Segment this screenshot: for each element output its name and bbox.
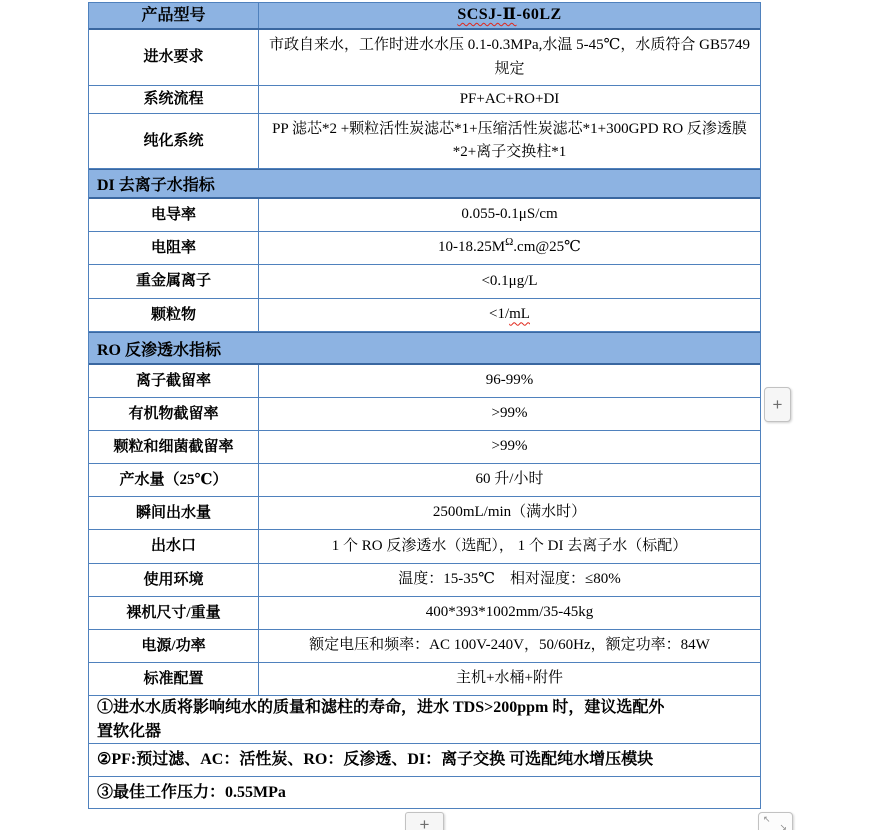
note-text: ②PF:预过滤、AC：活性炭、RO：反渗透、DI：离子交换 可选配纯水增压模块 [97, 751, 654, 769]
row-value-cell[interactable] [259, 630, 760, 662]
row-label: 标准配置 [143, 670, 204, 687]
resize-se-icon: ↘ [779, 823, 787, 830]
row-label-cell[interactable] [89, 630, 259, 662]
row-label-cell[interactable] [89, 564, 259, 596]
row-label-cell[interactable] [89, 265, 259, 298]
row-value: 96-99% [485, 372, 534, 389]
model-misspelled-text: SCSJ-Ⅱ [457, 6, 517, 24]
row-value: >99% [491, 405, 528, 422]
row-label-cell[interactable] [89, 232, 259, 264]
table-row [89, 597, 760, 630]
table-row [89, 398, 760, 431]
row-value-cell[interactable] [259, 30, 760, 85]
table-row [89, 464, 760, 497]
row-value-cell[interactable] [259, 114, 760, 168]
row-label: 纯化系统 [143, 132, 204, 149]
row-value: 60 升/小时 [475, 471, 544, 488]
row-label-cell[interactable] [89, 464, 259, 496]
add-column-button[interactable] [764, 387, 791, 422]
table-row [89, 114, 760, 169]
row-value: 温度：15-35℃ 相对湿度：≤80% [398, 571, 621, 588]
row-label-cell[interactable] [89, 365, 259, 397]
row-value: $10-18.25M^\Omega.cm@25℃$ [438, 236, 581, 256]
row-label-cell[interactable] [89, 86, 259, 113]
row-value-cell[interactable] [259, 398, 760, 430]
row-value-cell[interactable] [259, 597, 760, 629]
header-model-cell[interactable] [259, 3, 760, 28]
header-label: 产品型号 [141, 6, 206, 24]
table-row [89, 564, 760, 597]
table-row [89, 663, 760, 696]
row-value-cell[interactable] [259, 365, 760, 397]
row-label: 重金属离子 [135, 273, 211, 290]
row-value: <1/mL [489, 306, 530, 323]
table-resize-handle[interactable] [758, 812, 793, 830]
row-label: 电阻率 [150, 239, 196, 256]
row-value-cell[interactable] [259, 199, 760, 231]
row-value-cell[interactable] [259, 564, 760, 596]
table-row [89, 530, 760, 564]
row-value: 1 个 RO 反渗透水（选配）， 1 个 DI 去离子水（标配） [331, 537, 688, 554]
row-label-cell[interactable] [89, 30, 259, 85]
row-value-cell[interactable] [259, 431, 760, 463]
row-value-cell[interactable] [259, 299, 760, 331]
ohm-superscript: Ω [505, 236, 514, 249]
row-value: 400*393*1002mm/35-45kg [425, 604, 594, 621]
table-row [89, 86, 760, 114]
row-label-cell[interactable] [89, 597, 259, 629]
table-row [89, 265, 760, 299]
row-label: 使用环境 [143, 571, 204, 588]
table-row [89, 30, 760, 86]
add-row-button[interactable] [405, 812, 444, 830]
row-label-cell[interactable] [89, 663, 259, 695]
note-text: ③最佳工作压力：0.55MPa [97, 783, 286, 801]
row-label-cell[interactable] [89, 431, 259, 463]
table-row [89, 365, 760, 398]
row-value: 2500mL/min（满水时） [432, 504, 587, 521]
row-value-cell[interactable] [259, 232, 760, 264]
section-row-ro[interactable] [89, 332, 760, 365]
table-row [89, 199, 760, 232]
table-row [89, 232, 760, 265]
row-value: 额定电压和频率：AC 100V-240V，50/60Hz，额定功率：84W [309, 637, 710, 654]
row-value: 0.055-0.1μS/cm [461, 206, 558, 223]
note-text: ①进水水质将影响纯水的质量和滤柱的寿命，进水 TDS>200ppm 时，建议选配外置软化器 [97, 699, 665, 740]
row-value: >99% [491, 438, 528, 455]
note-row[interactable] [89, 777, 760, 808]
plus-icon: + [772, 394, 783, 414]
row-label-cell[interactable] [89, 299, 259, 331]
note-row[interactable] [89, 744, 760, 777]
row-value: 主机+水桶+附件 [456, 670, 563, 687]
row-label-cell[interactable] [89, 114, 259, 168]
note-row[interactable] [89, 696, 760, 744]
row-label: 瞬间出水量 [135, 504, 211, 521]
row-label: 有机物截留率 [128, 405, 219, 422]
header-label-cell[interactable] [89, 3, 259, 28]
row-value: 市政自来水，工作时进水水压 0.1-0.3MPa,水温 5-45℃，水质符合 GB5749 规定 [269, 37, 750, 77]
plus-icon: + [419, 815, 430, 830]
section-title: RO 反渗透水指标 [97, 341, 222, 359]
row-value-cell[interactable] [259, 497, 760, 529]
section-title: DI 去离子水指标 [97, 177, 215, 194]
spec-table [88, 2, 761, 809]
row-label: 电源/功率 [141, 637, 206, 654]
row-label: 进水要求 [143, 49, 204, 66]
row-label-cell[interactable] [89, 497, 259, 529]
section-row-di[interactable] [89, 169, 760, 199]
row-label: 系统流程 [143, 91, 204, 108]
table-row [89, 497, 760, 530]
row-value-cell[interactable] [259, 86, 760, 113]
resize-nw-icon: ↖ [763, 815, 771, 825]
row-label-cell[interactable] [89, 199, 259, 231]
model-rest-text: -60LZ [516, 6, 562, 24]
table-header-row [89, 3, 760, 30]
row-value: <0.1μg/L [481, 272, 538, 289]
row-label: 裸机尺寸/重量 [126, 604, 221, 621]
row-label: 颗粒和细菌截留率 [113, 438, 234, 455]
row-label: 离子截留率 [135, 372, 211, 389]
row-label: 电导率 [150, 206, 196, 223]
row-value-cell[interactable] [259, 464, 760, 496]
row-value-cell[interactable] [259, 663, 760, 695]
row-label-cell[interactable] [89, 530, 259, 563]
row-value: PP 滤芯*2 +颗粒活性炭滤芯*1+压缩活性炭滤芯*1+300GPD RO 反渗透膜*2+离子交换柱*1 [272, 120, 747, 160]
table-row [89, 299, 760, 332]
table-row [89, 431, 760, 464]
row-label: 颗粒物 [150, 306, 196, 323]
table-row [89, 630, 760, 663]
row-label: 产水量（25℃） [119, 471, 228, 488]
row-value-cell[interactable] [259, 265, 760, 298]
row-value-cell[interactable] [259, 530, 760, 563]
misspelled-text: mL [509, 306, 530, 323]
row-value: PF+AC+RO+DI [459, 90, 560, 107]
row-label: 出水口 [150, 538, 196, 555]
product-model [457, 3, 561, 28]
row-label-cell[interactable] [89, 398, 259, 430]
